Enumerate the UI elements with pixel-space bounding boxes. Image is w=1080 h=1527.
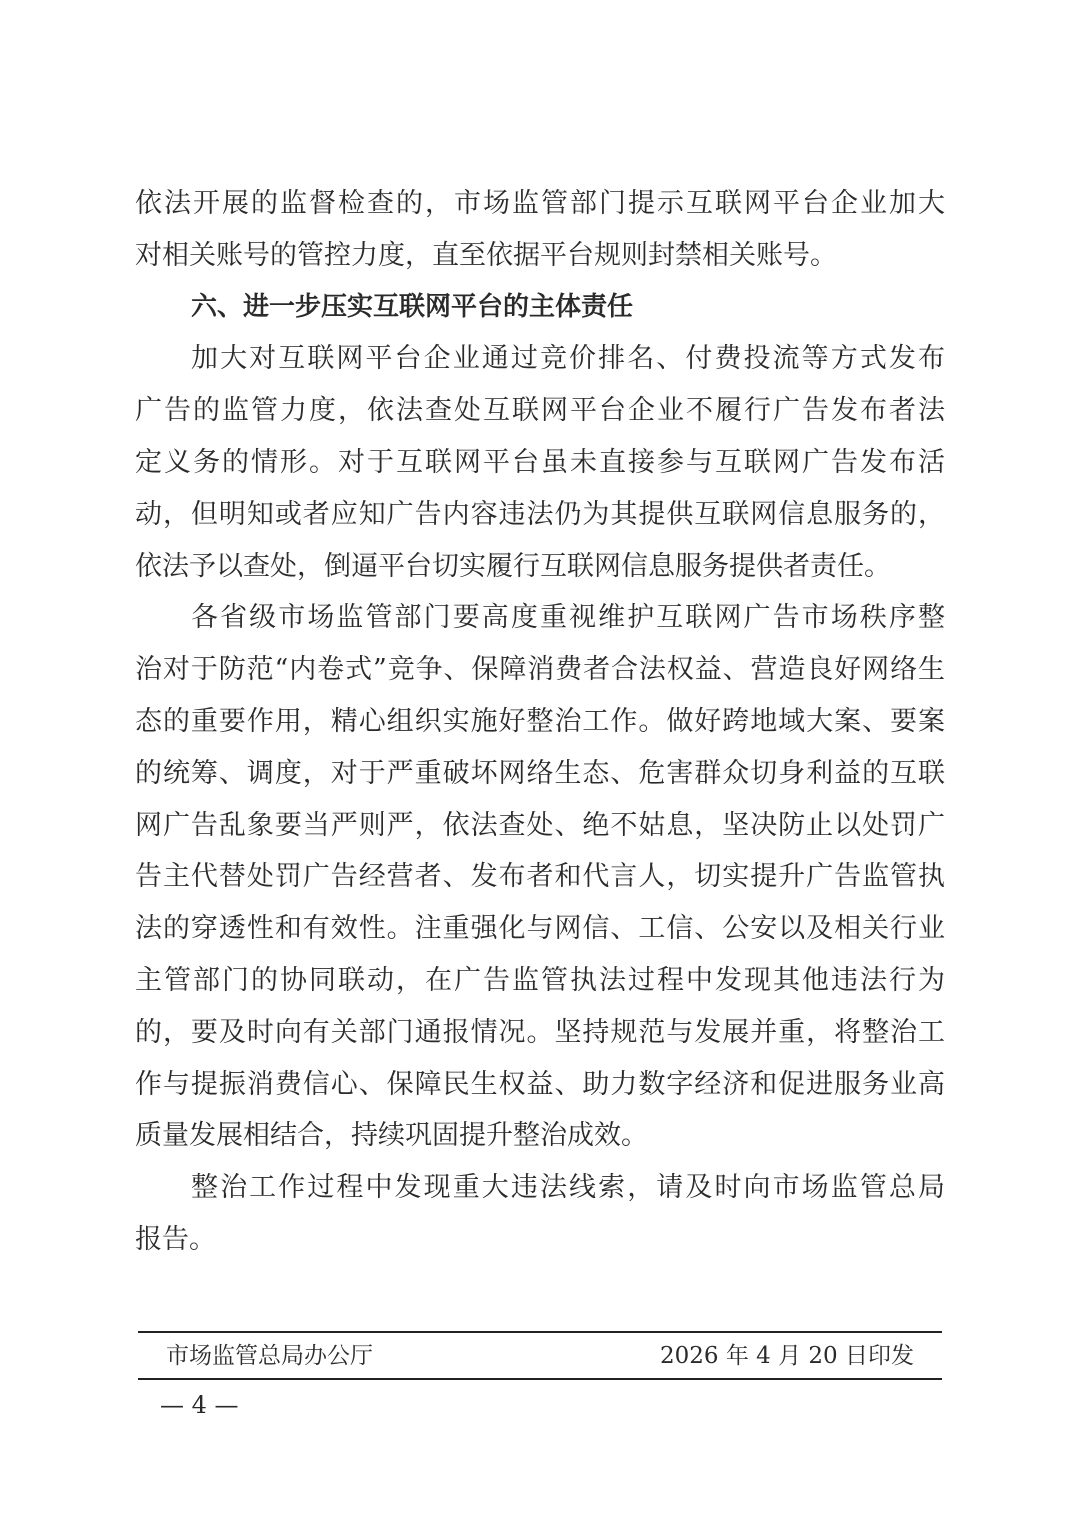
paragraph-line: 依法予以查处，倒逼平台切实履行互联网信息服务提供者责任。 — [135, 550, 891, 582]
paragraph-line: 动，但明知或者应知广告内容违法仍为其提供互联网信息服务的， — [135, 498, 945, 530]
paragraph-line: 态的重要作用，精心组织实施好整治工作。做好跨地域大案、要案 — [135, 705, 945, 737]
issue-date: 2026 年 4 月 20 日印发 — [660, 1343, 914, 1369]
document-body — [135, 178, 945, 1266]
paragraph-line: 加大对互联网平台企业通过竞价排名、付费投流等方式发布 — [191, 343, 945, 375]
paragraph-line: 广告的监管力度，依法查处互联网平台企业不履行广告发布者法 — [135, 395, 945, 427]
paragraph-line: 各省级市场监管部门要高度重视维护互联网广告市场秩序整 — [191, 602, 945, 634]
footer-top-rule — [138, 1331, 942, 1333]
paragraph-line: 法的穿透性和有效性。注重强化与网信、工信、公安以及相关行业 — [135, 913, 945, 945]
section-heading: 六、进一步压实互联网平台的主体责任 — [191, 291, 634, 322]
paragraph-line: 报告。 — [135, 1223, 216, 1255]
paragraph-line: 治对于防范“内卷式”竞争、保障消费者合法权益、营造良好网络生 — [135, 654, 945, 686]
paragraph-line: 的，要及时向有关部门通报情况。坚持规范与发展并重，将整治工 — [135, 1016, 945, 1048]
paragraph-line: 网广告乱象要当严则严，依法查处、绝不姑息，坚决防止以处罚广 — [135, 809, 945, 841]
paragraph-line: 对相关账号的管控力度，直至依据平台规则封禁相关账号。 — [135, 239, 837, 271]
paragraph-line: 作与提振消费信心、保障民生权益、助力数字经济和促进服务业高 — [135, 1068, 945, 1100]
paragraph-line: 的统筹、调度，对于严重破坏网络生态、危害群众切身利益的互联 — [135, 757, 945, 789]
paragraph-line: 质量发展相结合，持续巩固提升整治成效。 — [135, 1120, 648, 1152]
paragraph-line: 定义务的情形。对于互联网平台虽未直接参与互联网广告发布活 — [135, 446, 945, 478]
paragraph-line: 告主代替处罚广告经营者、发布者和代言人，切实提升广告监管执 — [135, 861, 945, 893]
paragraph-line: 整治工作过程中发现重大违法线索，请及时向市场监管总局 — [191, 1172, 945, 1204]
issuer-name: 市场监管总局办公厅 — [166, 1343, 373, 1369]
paragraph-line: 依法开展的监督检查的，市场监管部门提示互联网平台企业加大 — [135, 188, 945, 219]
page-number: — 4 — — [160, 1391, 239, 1419]
paragraph-line: 主管部门的协同联动，在广告监管执法过程中发现其他违法行为 — [135, 964, 945, 996]
footer-bottom-rule — [138, 1378, 942, 1380]
